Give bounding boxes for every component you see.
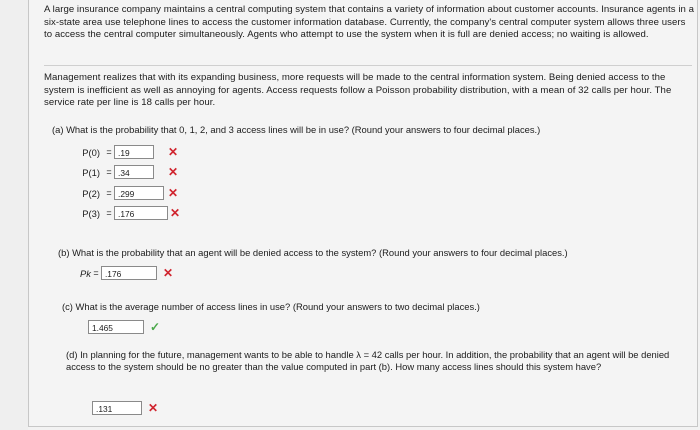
- part-a-row-p1: [58, 165, 178, 179]
- part-d-question: (d) In planning for the future, management wants to be able to handle λ = 42 calls per hour. In addition, the probability that an agent will be denied access to the system should be no greater than the value computed in part (b). How many access lines should this system have?: [66, 349, 670, 373]
- p2-answer-input[interactable]: .299: [114, 186, 164, 200]
- management-paragraph: Management realizes that with its expanding business, more requests will be made to the central information system. Being denied access to the system is inefficient as well as annoying for agents. Access requests follow a Poisson probability distribution, with a mean of 32 calls per hour. The service rate per line is 18 calls per hour.: [44, 72, 672, 109]
- part-a-row-p3: [58, 206, 180, 220]
- left-gutter: [0, 0, 28, 430]
- p1-label: P(1): [82, 166, 100, 178]
- p3-answer-input[interactable]: .176: [114, 206, 168, 220]
- incorrect-x-icon: ✕: [168, 186, 179, 200]
- access-lines-answer-input[interactable]: .131: [92, 401, 142, 415]
- part-d-row: [92, 401, 158, 415]
- intro-paragraph: A large insurance company maintains a central computing system that contains a variety of information about customer accounts. Insurance agents in a six-state area use telephone lines to access the customer information database. Currently, the company's central computer system allows three users to access the central computer simultaneously. Agents who attempt to use the system when it is full are denied access; no waiting is allowed.: [44, 4, 694, 41]
- incorrect-x-icon: ✕: [162, 266, 174, 280]
- part-c-question: (c) What is the average number of access lines in use? (Round your answers to two decimal places.): [62, 301, 480, 312]
- equals-sign: =: [106, 147, 112, 157]
- part-b-question: (b) What is the probability that an agent will be denied access to the system? (Round your answers to four decimal places.): [58, 247, 568, 258]
- incorrect-x-icon: ✕: [168, 165, 179, 179]
- equals-sign: =: [106, 167, 112, 177]
- p3-label: P(3): [82, 207, 100, 219]
- p0-answer-input[interactable]: .19: [114, 145, 154, 159]
- part-a-question: (a) What is the probability that 0, 1, 2, and 3 access lines will be in use? (Round your answers to four decimal places.): [52, 124, 541, 135]
- correct-check-icon: ✓: [150, 320, 161, 334]
- divider: [44, 65, 692, 66]
- equals-sign: =: [106, 188, 112, 198]
- incorrect-x-icon: ✕: [170, 206, 181, 220]
- p1-answer-input[interactable]: .34: [114, 165, 154, 179]
- pk-label: Pk: [80, 267, 91, 279]
- part-c-row: [88, 320, 160, 334]
- incorrect-x-icon: ✕: [148, 401, 159, 415]
- p2-label: P(2): [82, 187, 100, 199]
- equals-sign: =: [106, 208, 112, 218]
- average-lines-answer-input[interactable]: 1.465: [88, 320, 144, 334]
- part-a-row-p2: [58, 186, 178, 200]
- part-a-row-p0: [58, 145, 178, 159]
- pk-answer-input[interactable]: .176: [101, 266, 157, 280]
- part-b-row: [80, 266, 173, 280]
- incorrect-x-icon: ✕: [168, 145, 179, 159]
- p0-label: P(0): [82, 146, 100, 158]
- equals-sign: =: [93, 268, 99, 278]
